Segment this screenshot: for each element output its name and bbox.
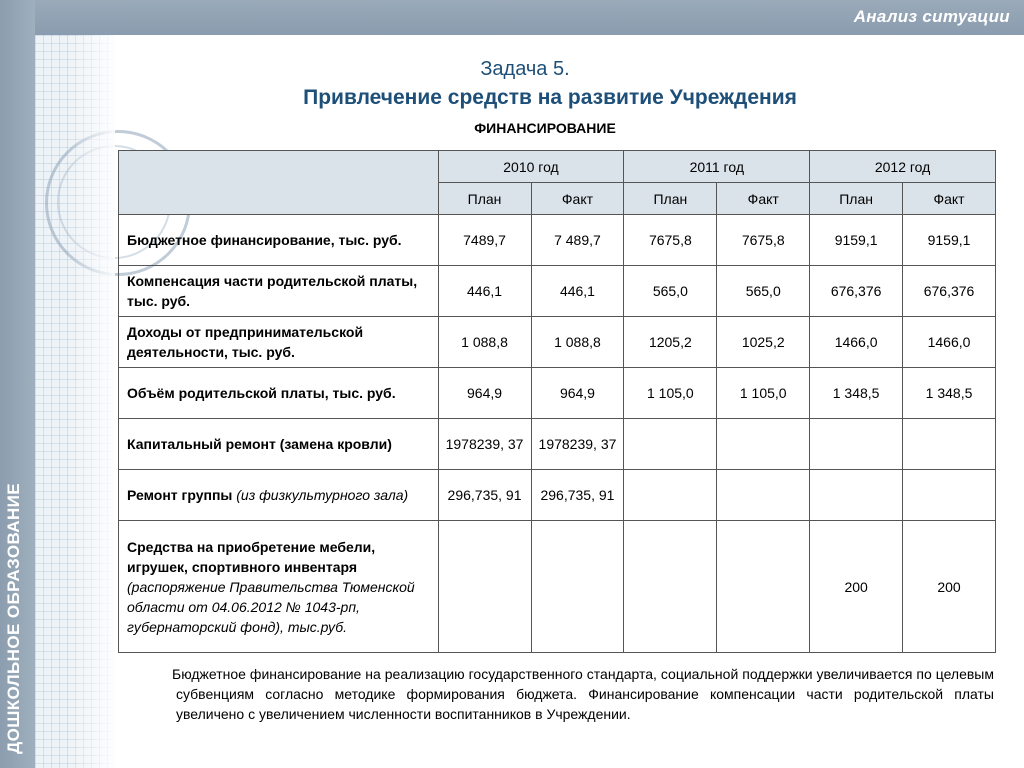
fact-header: Факт <box>717 183 810 215</box>
table-cell: 200 <box>903 521 996 653</box>
table-cell: 7 489,7 <box>531 215 624 266</box>
year-header: 2010 год <box>438 151 624 183</box>
table-cell: 1025,2 <box>717 317 810 368</box>
table-cell: 296,735, 91 <box>438 470 531 521</box>
table-cell <box>438 521 531 653</box>
table-cell <box>624 419 717 470</box>
table-cell: 565,0 <box>624 266 717 317</box>
table-cell: 964,9 <box>438 368 531 419</box>
row-label: Средства на приобретение мебели, игрушек, спортивного инвентаря (распоряжение Правительства Тюменской области от 04.06.2012 № 1043-рп, губернаторский фонд), тыс.руб. <box>119 521 439 653</box>
left-bar <box>0 0 35 768</box>
table-cell: 7675,8 <box>717 215 810 266</box>
table-cell <box>531 521 624 653</box>
year-header: 2012 год <box>810 151 996 183</box>
table-cell <box>624 521 717 653</box>
table-cell: 1 088,8 <box>531 317 624 368</box>
plan-header: План <box>624 183 717 215</box>
table-cell: 9159,1 <box>810 215 903 266</box>
row-label: Доходы от предпринимательской деятельности, тыс. руб. <box>119 317 439 368</box>
table-row <box>119 470 996 521</box>
table-cell: 1 105,0 <box>624 368 717 419</box>
table-cell: 200 <box>810 521 903 653</box>
table-cell: 964,9 <box>531 368 624 419</box>
fact-header: Факт <box>903 183 996 215</box>
table-cell: 296,735, 91 <box>531 470 624 521</box>
table-cell: 565,0 <box>717 266 810 317</box>
page-title: Привлечение средств на развитие Учреждения <box>303 86 797 109</box>
table-row <box>119 317 996 368</box>
table-cell: 7489,7 <box>438 215 531 266</box>
section-title: Анализ ситуации <box>853 7 1010 26</box>
table-cell: 7675,8 <box>624 215 717 266</box>
table-caption: ФИНАНСИРОВАНИЕ <box>474 120 616 136</box>
header-corner <box>119 151 439 215</box>
table-cell: 1 348,5 <box>810 368 903 419</box>
table-cell <box>903 470 996 521</box>
table-cell: 9159,1 <box>903 215 996 266</box>
table-cell: 1466,0 <box>903 317 996 368</box>
top-bar <box>0 0 1024 35</box>
table-row <box>119 419 996 470</box>
row-label: Капитальный ремонт (замена кровли) <box>119 419 439 470</box>
row-label: Ремонт группы (из физкультурного зала) <box>119 470 439 521</box>
table-cell <box>717 419 810 470</box>
plan-header: План <box>438 183 531 215</box>
row-label: Бюджетное финансирование, тыс. руб. <box>119 215 439 266</box>
decorative-pattern <box>35 35 115 768</box>
vertical-label: ДОШКОЛЬНОЕ ОБРАЗОВАНИЕ <box>4 483 23 754</box>
table-row <box>119 368 996 419</box>
year-header-row <box>119 151 996 183</box>
table-cell: 1466,0 <box>810 317 903 368</box>
table-cell <box>903 419 996 470</box>
table-cell: 676,376 <box>810 266 903 317</box>
table-cell <box>810 419 903 470</box>
table-cell: 676,376 <box>903 266 996 317</box>
table-cell <box>810 470 903 521</box>
table-cell <box>717 470 810 521</box>
table-row <box>119 521 996 653</box>
table-cell: 1 348,5 <box>903 368 996 419</box>
table-cell <box>624 470 717 521</box>
table-cell: 1978239, 37 <box>531 419 624 470</box>
table-cell: 446,1 <box>531 266 624 317</box>
table-row <box>119 215 996 266</box>
financing-table <box>118 150 996 653</box>
explanatory-note: Бюджетное финансирование на реализацию государственного стандарта, социальной поддержки увеличивается по целевым субвенциям согласно методике формирования бюджета. Финансирование компенсации части родительской платы увеличено с увеличением численности воспитанников в Учреждении. <box>172 666 994 722</box>
table-cell <box>717 521 810 653</box>
year-header: 2011 год <box>624 151 810 183</box>
row-label: Компенсация части родительской платы, тыс. руб. <box>119 266 439 317</box>
plan-header: План <box>810 183 903 215</box>
task-number: Задача 5. <box>480 58 570 80</box>
table-cell: 1205,2 <box>624 317 717 368</box>
row-label: Объём родительской платы, тыс. руб. <box>119 368 439 419</box>
table-cell: 1978239, 37 <box>438 419 531 470</box>
table-cell: 1 088,8 <box>438 317 531 368</box>
table-cell: 1 105,0 <box>717 368 810 419</box>
table-row <box>119 266 996 317</box>
table-cell: 446,1 <box>438 266 531 317</box>
fact-header: Факт <box>531 183 624 215</box>
